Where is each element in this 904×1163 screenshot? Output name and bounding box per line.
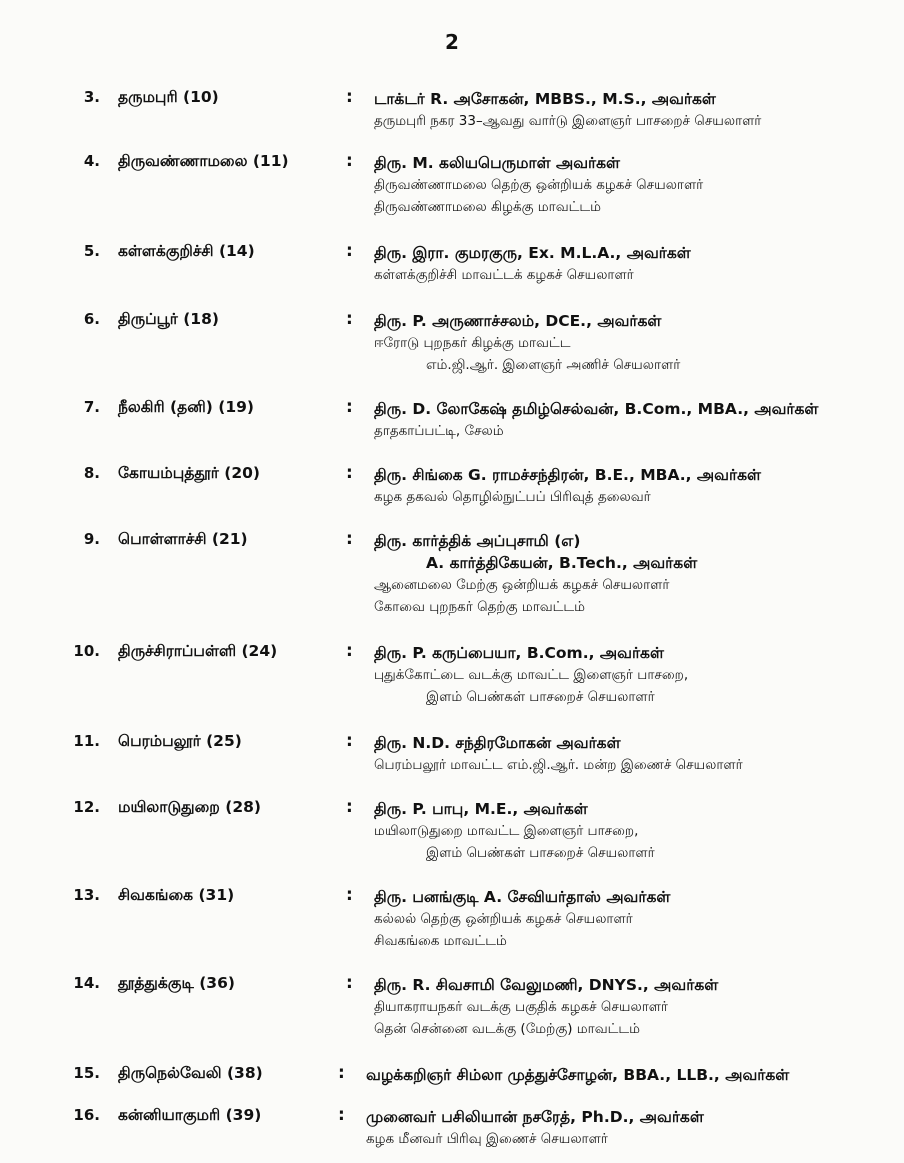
candidate-details: [374, 732, 894, 776]
candidate-details: [374, 310, 894, 376]
candidate-details: [374, 886, 894, 952]
candidate-position: கள்ளக்குறிச்சி மாவட்டக் கழகச் செயலாளர்: [374, 267, 634, 283]
page-number: 2: [445, 30, 459, 54]
candidate-name: திரு. இரா. குமரகுரு, Ex. M.L.A., அவர்கள்: [374, 244, 691, 262]
entry-number: 7.: [83, 398, 100, 416]
colon-separator: :: [346, 885, 353, 905]
constituency-name: திருநெல்வேலி (38): [118, 1064, 263, 1082]
entry-number: 3.: [83, 88, 100, 106]
candidate-name: திரு. R. சிவசாமி வேலுமணி, DNYS., அவர்கள்: [374, 976, 719, 994]
candidate-position: இளம் பெண்கள் பாசறைச் செயலாளர்: [426, 689, 655, 705]
candidate-position: சிவகங்கை மாவட்டம்: [374, 933, 507, 949]
candidate-details: [374, 152, 894, 218]
candidate-details: [374, 88, 894, 132]
entry-number: 6.: [83, 310, 100, 328]
candidate-name-alias: A. கார்த்திகேயன், B.Tech., அவர்கள்: [426, 554, 698, 572]
colon-separator: :: [346, 529, 353, 549]
colon-separator: :: [346, 641, 353, 661]
colon-separator: :: [346, 731, 353, 751]
candidate-position: தாதகாப்பட்டி, சேலம்: [374, 423, 504, 439]
candidate-name: முனைவர் பசிலியான் நசரேத், Ph.D., அவர்கள்: [366, 1108, 704, 1126]
candidate-details: [366, 1106, 886, 1150]
candidate-position: ஈரோடு புறநகர் கிழக்கு மாவட்ட: [374, 335, 571, 351]
constituency-name: திருவண்ணாமலை (11): [118, 152, 289, 170]
constituency-name: திருப்பூர் (18): [118, 310, 219, 328]
candidate-name: திரு. P. கருப்பையா, B.Com., அவர்கள்: [374, 644, 664, 662]
constituency-name: மயிலாடுதுறை (28): [118, 798, 261, 816]
candidate-position: புதுக்கோட்டை வடக்கு மாவட்ட இளைஞர் பாசறை,: [374, 667, 689, 683]
colon-separator: :: [346, 151, 353, 171]
candidate-name: திரு. பனங்குடி A. சேவியர்தாஸ் அவர்கள்: [374, 888, 671, 906]
colon-separator: :: [346, 87, 353, 107]
entry-number: 16.: [73, 1106, 100, 1124]
constituency-name: கோயம்புத்தூர் (20): [118, 464, 260, 482]
candidate-details: [374, 530, 894, 618]
colon-separator: :: [338, 1105, 345, 1125]
candidate-name: திரு. சிங்கை G. ராமச்சந்திரன், B.E., MBA., அவர்கள்: [374, 466, 761, 484]
candidate-position: தென் சென்னை வடக்கு (மேற்கு) மாவட்டம்: [374, 1021, 640, 1037]
constituency-name: நீலகிரி (தனி) (19): [118, 398, 254, 416]
constituency-name: கள்ளக்குறிச்சி (14): [118, 242, 255, 260]
constituency-name: தூத்துக்குடி (36): [118, 974, 235, 992]
colon-separator: :: [346, 309, 353, 329]
candidate-details: [374, 398, 894, 442]
constituency-name: திருச்சிராப்பள்ளி (24): [118, 642, 278, 660]
candidate-position: திருவண்ணாமலை தெற்கு ஒன்றியக் கழகச் செயலாளர்: [374, 177, 704, 193]
candidate-details: [374, 242, 894, 286]
colon-separator: :: [346, 397, 353, 417]
entry-number: 11.: [73, 732, 100, 750]
candidate-name: திரு. P. பாபு, M.E., அவர்கள்: [374, 800, 588, 818]
entry-number: 4.: [83, 152, 100, 170]
entry-number: 15.: [73, 1064, 100, 1082]
entry-number: 9.: [83, 530, 100, 548]
candidate-details: [374, 798, 894, 864]
candidate-name: திரு. D. லோகேஷ் தமிழ்செல்வன், B.Com., MBA., அவர்கள்: [374, 400, 819, 418]
entry-number: 5.: [83, 242, 100, 260]
candidate-details: [374, 974, 894, 1040]
candidate-position: தருமபுரி நகர 33–ஆவது வார்டு இளைஞர் பாசறைச் செயலாளர்: [374, 113, 762, 129]
constituency-name: தருமபுரி (10): [118, 88, 219, 106]
entry-number: 12.: [73, 798, 100, 816]
candidate-position: இளம் பெண்கள் பாசறைச் செயலாளர்: [426, 845, 655, 861]
constituency-name: பொள்ளாச்சி (21): [118, 530, 248, 548]
constituency-name: பெரம்பலூர் (25): [118, 732, 242, 750]
candidate-name: திரு. கார்த்திக் அப்புசாமி (எ): [374, 532, 581, 550]
candidate-name: டாக்டர் R. அசோகன், MBBS., M.S., அவர்கள்: [374, 90, 716, 108]
entry-number: 10.: [73, 642, 100, 660]
candidate-position: திருவண்ணாமலை கிழக்கு மாவட்டம்: [374, 199, 601, 215]
candidate-name: வழக்கறிஞர் சிம்லா முத்துச்சோழன், BBA., LLB., அவர்கள்: [366, 1066, 790, 1084]
colon-separator: :: [346, 241, 353, 261]
colon-separator: :: [346, 797, 353, 817]
constituency-name: சிவகங்கை (31): [118, 886, 235, 904]
candidate-details: [366, 1064, 886, 1086]
candidate-name: திரு. M. கலியபெருமாள் அவர்கள்: [374, 154, 621, 172]
candidate-position: கழக மீனவர் பிரிவு இணைச் செயலாளர்: [366, 1131, 608, 1147]
candidate-position: கல்லல் தெற்கு ஒன்றியக் கழகச் செயலாளர்: [374, 911, 633, 927]
colon-separator: :: [346, 973, 353, 993]
colon-separator: :: [338, 1063, 345, 1083]
candidate-details: [374, 464, 894, 508]
entry-number: 13.: [73, 886, 100, 904]
candidate-position: கழக தகவல் தொழில்நுட்பப் பிரிவுத் தலைவர்: [374, 489, 651, 505]
candidate-position: எம்.ஜி.ஆர். இளைஞர் அணிச் செயலாளர்: [426, 357, 681, 373]
candidate-position: பெரம்பலூர் மாவட்ட எம்.ஜி.ஆர். மன்ற இணைச் செயலாளர்: [374, 757, 743, 773]
candidate-position: மயிலாடுதுறை மாவட்ட இளைஞர் பாசறை,: [374, 823, 639, 839]
colon-separator: :: [346, 463, 353, 483]
candidate-details: [374, 642, 894, 708]
candidate-name: திரு. P. அருணாச்சலம், DCE., அவர்கள்: [374, 312, 662, 330]
entry-number: 8.: [83, 464, 100, 482]
candidate-name: திரு. N.D. சந்திரமோகன் அவர்கள்: [374, 734, 621, 752]
candidate-position: தியாகராயநகர் வடக்கு பகுதிக் கழகச் செயலாளர்: [374, 999, 668, 1015]
candidate-position: கோவை புறநகர் தெற்கு மாவட்டம்: [374, 599, 586, 615]
candidate-position: ஆனைமலை மேற்கு ஒன்றியக் கழகச் செயலாளர்: [374, 577, 670, 593]
entry-number: 14.: [73, 974, 100, 992]
constituency-name: கன்னியாகுமரி (39): [118, 1106, 262, 1124]
